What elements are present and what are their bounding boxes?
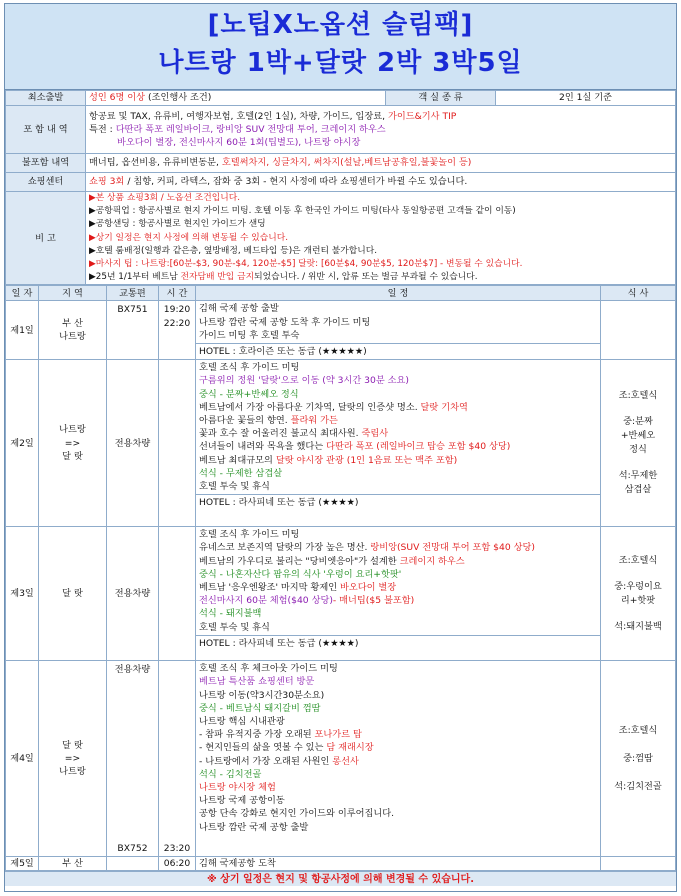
day1-time-2: 22:20 xyxy=(163,317,191,329)
day2-line-10: 호텔 투숙 및 휴식 xyxy=(199,481,270,493)
schedule-table xyxy=(5,285,676,871)
header-transport: 교통편 xyxy=(107,286,159,301)
day4-transport xyxy=(107,661,159,857)
day4-line-8a: - 나트랑에서 가장 오래된 사원인 xyxy=(199,755,333,767)
day5-transport xyxy=(107,857,159,871)
title-banner xyxy=(5,4,676,90)
day3-line-2b: 랑비앙(SUV 전망대 투어 포함 $40 상당) xyxy=(370,542,535,554)
day3-line-2a: 유네스코 보존지역 달랏의 가장 높은 명산. xyxy=(199,542,371,554)
exclude-b: 호텔써차지, 싱글차지, 써차지(설날,베트남공휴일,불꽃놀이 등) xyxy=(221,157,472,169)
day2-line-8b: 달랏 야시장 관광 (1인 1음료 또는 맥주 포함) xyxy=(275,454,458,466)
day2-line-7b: 다딴라 폭포 (레일바이크 탑승 포함 $40 상당) xyxy=(326,441,511,453)
shop-content xyxy=(86,173,676,192)
day4-meal xyxy=(601,661,676,857)
day3-hotel: HOTEL : 라사피네 또는 동급 (★★★★) xyxy=(196,635,600,651)
day3-line-4: 중식 - 나혼자산다 팜유의 식사 '우렁이 요리+핫팟' xyxy=(199,568,402,580)
day1-schedule xyxy=(196,301,601,360)
day4-line-2: 베트남 특산품 쇼핑센터 방문 xyxy=(199,676,315,688)
day5-row xyxy=(6,857,676,871)
day1-row xyxy=(6,301,676,360)
day4-line-6b: 포나가르 탑 xyxy=(314,729,362,741)
header-region: 지 역 xyxy=(39,286,107,301)
day3-region: 달 랏 xyxy=(39,527,107,661)
day4-line-8b: 롱선사 xyxy=(332,755,359,767)
day2-line-8a: 베트남 최대규모의 xyxy=(199,454,276,466)
day3-line-5a: 베트남 '응우엔왕조' 마지막 황제인 xyxy=(199,582,340,594)
day2-region-from: 나트랑 xyxy=(59,424,86,436)
day4-time: 23:20 xyxy=(159,661,196,857)
day2-line-5a: 아름다운 꽃들의 향연. xyxy=(199,415,291,427)
note-label: 비 고 xyxy=(6,192,86,285)
day3-transport: 전용차량 xyxy=(107,527,159,661)
itinerary-document xyxy=(4,3,677,892)
note-content xyxy=(86,192,676,285)
day4-meal-dinner: 석:김치전골 xyxy=(614,780,662,792)
shop-detail: / 침향, 커피, 라텍스, 잡화 중 3회 - 현지 사정에 따라 쇼핑센터가 바뀔 수도 있습니다. xyxy=(124,176,468,188)
day4-label: 제4일 xyxy=(6,661,39,857)
day4-meal-breakfast: 조:호텔식 xyxy=(618,724,658,736)
header-schedule: 일 정 xyxy=(196,286,601,301)
exclude-label: 불포함 내역 xyxy=(6,154,86,173)
note-2: ▶공항픽업 : 항공사별로 현지 가이드 미팅. 호텔 이동 후 한국인 가이드 미팅(타사 동일항공편 고객들 같이 이동) xyxy=(89,206,516,217)
day2-meal xyxy=(601,360,676,527)
day4-row xyxy=(6,661,676,857)
day4-line-6a: - 참파 유적지중 가장 오래된 xyxy=(199,729,315,741)
note-7a: ▶25년 1/1부터 베트남 xyxy=(89,272,181,283)
footer-notice: ※ 상기 일정은 현지 및 항공사정에 의해 변경될 수 있습니다. xyxy=(5,871,676,886)
day4-region-to: 나트랑 xyxy=(59,766,86,778)
day2-line-3: 중식 - 분짜+반쎄오 정식 xyxy=(199,388,299,400)
day1-meal xyxy=(601,301,676,360)
day5-schedule: 김해 국제공항 도착 xyxy=(196,857,601,871)
title-line-2: 나트랑 1박+달랏 2박 3박5일 xyxy=(158,48,523,78)
note-1: ▶본 상품 쇼핑3회 / 노옵션 조건입니다. xyxy=(89,193,241,203)
shop-label: 쇼핑센터 xyxy=(6,173,86,192)
exclude-content xyxy=(86,154,676,173)
day2-line-9: 석식 - 무제한 삼겹살 xyxy=(199,467,283,479)
day3-line-6b: - 매너팁($5 불포함) xyxy=(332,595,415,607)
day4-line-13: 나트랑 깜란 국제 공항 출발 xyxy=(199,821,309,833)
day4-line-11: 나트랑 국제 공항이동 xyxy=(199,795,285,807)
room-type-value: 2인 1실 기준 xyxy=(496,91,676,106)
day2-time xyxy=(159,360,196,527)
room-type-label: 객 실 종 류 xyxy=(386,91,496,106)
min-depart-value xyxy=(86,91,386,106)
day1-region xyxy=(39,301,107,360)
day4-line-4: 중식 - 베트남식 돼지갈비 껌땀 xyxy=(199,702,321,714)
day4-line-3: 나트랑 이동(약3시간30분소요) xyxy=(199,689,325,701)
day2-schedule xyxy=(196,360,601,527)
day2-transport: 전용차량 xyxy=(107,360,159,527)
exclude-a: 매너팁, 옵션비용, 유류비변동분, xyxy=(89,157,222,169)
day3-line-8: 호텔 투숙 및 휴식 xyxy=(199,621,270,633)
day4-transport-bus: 전용차량 xyxy=(114,664,151,676)
note-6: ▶마사지 팁 : 나트랑:[60분-$3, 90분-$4, 120분-$5] 달랏: [60분$4, 90분$5, 120분$7] - 변동될 수 있습니다. xyxy=(89,259,523,270)
day4-line-7b: 담 재래시장 xyxy=(326,742,374,754)
day3-label: 제3일 xyxy=(6,527,39,661)
day2-line-2: 구름위의 정원 '달랏'으로 이동 (약 3시간 30분 소요) xyxy=(199,375,409,387)
header-time: 시 간 xyxy=(159,286,196,301)
day3-meal-lunch-1: 중:우렁이요 xyxy=(614,580,662,592)
day2-line-1: 호텔 조식 후 가이드 미팅 xyxy=(199,362,300,374)
day2-meal-lunch-1: 중:분짜 xyxy=(623,416,653,428)
day4-line-5: 나트랑 핵심 시내관광 xyxy=(199,716,285,728)
note-7c: 되었습니다. / 위반 시, 압류 또는 벌금 부과될 수 있습니다. xyxy=(254,272,478,283)
day4-line-12: 공항 단속 강화로 현지인 가이드와 이루어집니다. xyxy=(199,808,395,820)
day2-meal-dinner-1: 석:무제한 xyxy=(618,470,658,482)
day2-region-to: 달 랏 xyxy=(62,450,83,462)
day1-line-2: 나트랑 깜란 국제 공항 도착 후 가이드 미팅 xyxy=(199,316,371,328)
day4-line-7a: - 현지인들의 삶을 엿볼 수 있는 xyxy=(199,742,327,754)
day4-line-10: 나트랑 야시장 체험 xyxy=(199,782,276,794)
day3-meal-lunch-2: 리+핫팟 xyxy=(620,594,656,606)
day4-region-from: 달 랏 xyxy=(62,739,83,751)
day2-hotel: HOTEL : 라사피네 또는 동급 (★★★★) xyxy=(196,494,600,510)
day4-region-arrow: => xyxy=(64,753,81,765)
day1-time xyxy=(159,301,196,360)
day4-meal-lunch: 중:껌땀 xyxy=(623,752,653,764)
day2-region xyxy=(39,360,107,527)
include-line-1: 항공료 및 TAX, 유류비, 여행자보험, 호텔(2인 1실), 차량, 가이드, 입장료, xyxy=(89,110,388,122)
day3-line-6a: 전신마사지 60분 체험($40 상당) xyxy=(199,595,333,607)
title-line-1: [노팁X노옵션 슬림팩] xyxy=(207,10,474,40)
min-depart-condition: (조인행사 조건) xyxy=(145,92,212,104)
day1-line-1: 김해 국제 공항 출발 xyxy=(199,303,279,315)
day4-transport-flight: BX752 xyxy=(117,843,148,855)
day3-meal xyxy=(601,527,676,661)
header-meal: 식 사 xyxy=(601,286,676,301)
day3-meal-dinner: 석:돼지불백 xyxy=(614,620,662,632)
day2-line-4b: 달랏 기차역 xyxy=(420,401,468,413)
include-benefit-label: 특전 : xyxy=(89,123,116,135)
note-5: ▶호텔 룸배정(일행과 같은층, 옆방배정, 베드타입 등)은 개런티 불가합니다. xyxy=(89,245,378,256)
day4-schedule xyxy=(196,661,601,857)
day2-meal-dinner-2: 삼겹살 xyxy=(624,484,652,496)
day2-line-6b: 죽림사 xyxy=(361,428,389,440)
include-content xyxy=(86,106,676,154)
min-depart-label: 최소출발 xyxy=(6,91,86,106)
note-7b: 전자담배 반입 금지 xyxy=(180,272,255,283)
day3-line-5b: 바오다이 별장 xyxy=(339,582,397,594)
day3-meal-breakfast: 조:호텔식 xyxy=(618,554,658,566)
day2-region-arrow: => xyxy=(64,437,81,449)
day3-line-3b: 크레이지 하우스 xyxy=(399,555,465,567)
day2-meal-breakfast: 조:호텔식 xyxy=(618,390,658,402)
day3-schedule xyxy=(196,527,601,661)
include-benefit-1: 다딴라 폭포 레일바이크, 랑비앙 SUV 전망대 투어, 크레이지 하우스 xyxy=(115,123,386,135)
day3-time xyxy=(159,527,196,661)
day1-hotel: HOTEL : 호라이즌 또는 동급 (★★★★★) xyxy=(196,343,600,359)
day1-line-3: 가이드 미팅 후 호텔 투숙 xyxy=(199,329,300,341)
day2-line-5b: 플라워 가든 xyxy=(290,415,338,427)
header-day: 일 자 xyxy=(6,286,39,301)
day5-meal xyxy=(601,857,676,871)
shop-count: 쇼핑 3회 xyxy=(89,176,125,188)
day1-label: 제1일 xyxy=(6,301,39,360)
day2-meal-lunch-3: 정식 xyxy=(629,444,647,456)
day3-line-3a: 베트남의 가우디로 불리는 "당비엣응아"가 설계한 xyxy=(199,555,400,567)
day5-time: 06:20 xyxy=(159,857,196,871)
day3-line-1: 호텔 조식 후 가이드 미팅 xyxy=(199,529,300,541)
day2-label: 제2일 xyxy=(6,360,39,527)
note-3: ▶공항샌딩 : 항공사별로 현지인 가이드가 샌딩 xyxy=(89,219,266,230)
day2-line-6a: 꽃과 호수 잘 어울러진 불교식 최대사원. xyxy=(199,428,362,440)
day3-row xyxy=(6,527,676,661)
include-label: 포 함 내 역 xyxy=(6,106,86,154)
day1-time-1: 19:20 xyxy=(163,304,191,316)
day1-transport: BX751 xyxy=(107,301,159,360)
day4-line-1: 호텔 조식 후 체크아웃 가이드 미팅 xyxy=(199,663,338,675)
day2-meal-lunch-2: +반쎄오 xyxy=(620,430,656,442)
day4-line-9: 석식 - 김치전골 xyxy=(199,768,262,780)
day5-region: 부 산 xyxy=(39,857,107,871)
day2-row xyxy=(6,360,676,527)
day3-line-7: 석식 - 돼지불백 xyxy=(199,608,262,620)
day4-region xyxy=(39,661,107,857)
info-table xyxy=(5,90,676,285)
day5-label: 제5일 xyxy=(6,857,39,871)
note-4: ▶상기 일정은 현지 사정에 의해 변동될 수 있습니다. xyxy=(89,232,289,243)
day2-line-4a: 베트남에서 가장 아름다운 기차역, 달랏의 인증샷 명소. xyxy=(199,401,421,413)
min-depart-count: 성인 6명 이상 xyxy=(89,92,146,104)
day1-region-text: 부 산 나트랑 xyxy=(59,318,86,343)
day2-line-7a: 선녀들이 내려와 목욕을 했다는 xyxy=(199,441,327,453)
include-benefit-2: 바오다이 별장, 전신마사지 60분 1회(팁별도), 나트랑 야시장 xyxy=(117,137,361,149)
include-tip: 가이드&기사 TIP xyxy=(388,110,457,122)
